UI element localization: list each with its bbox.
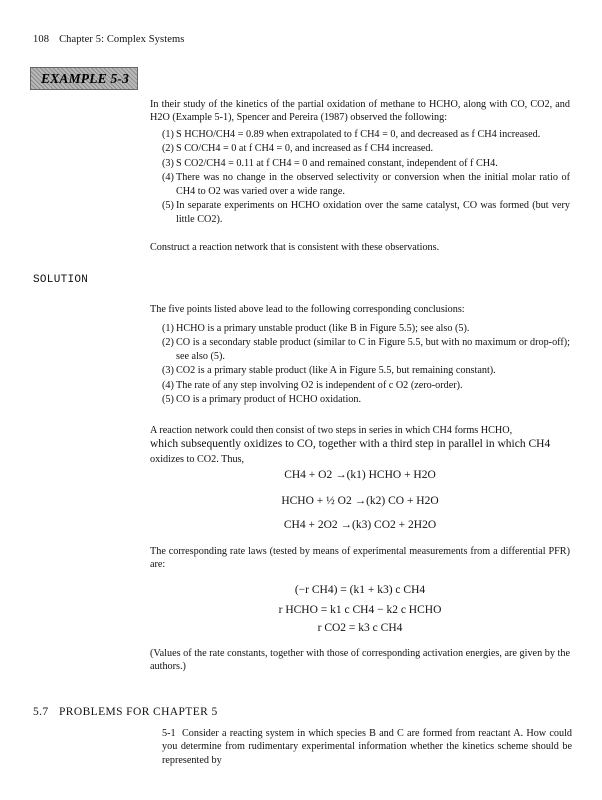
observation-number: (5) xyxy=(162,200,174,212)
observation-item xyxy=(162,199,570,226)
observation-text: S CO2/CH4 = 0.11 at f CH4 = 0 and remained constant, independent of f CH4. xyxy=(176,157,498,169)
example-intro: In their study of the kinetics of the partial oxidation of methane to HCHO, along with CO, CO2, and H2O (Example 5-1), Spencer and Pereira (1987) observed the following: xyxy=(150,99,570,124)
observation-number: (3) xyxy=(162,157,174,169)
rate-law-3: r CO2 = k3 c CH4 xyxy=(317,622,403,634)
conclusion-number: (2) xyxy=(162,337,174,349)
network-line-2: which subsequently oxidizes to CO, together with a third step in parallel in which CH4 xyxy=(150,438,551,451)
section-title: PROBLEMS FOR CHAPTER 5 xyxy=(59,706,218,718)
conclusion-number: (5) xyxy=(162,394,174,406)
observation-text: S HCHO/CH4 = 0.89 when extrapolated to f CH4 = 0, and decreased as f CH4 increased. xyxy=(176,129,541,140)
section-number: 5.7 xyxy=(33,706,49,718)
network-line-1: A reaction network could then consist of two steps in series in which CH4 forms HCHO, xyxy=(150,425,513,436)
problem-number: 5-1 xyxy=(162,728,176,739)
chapter-title: Chapter 5: Complex Systems xyxy=(59,34,185,45)
section-heading xyxy=(33,705,218,720)
conclusion-text: CO is a secondary stable product (similar to C in Figure 5.5, but with no maximum or drop-off); see also (5). xyxy=(176,337,570,362)
observation-item xyxy=(162,171,570,198)
observation-item xyxy=(162,157,570,170)
rate-law-2: r HCHO = k1 c CH4 − k2 c HCHO xyxy=(278,604,442,616)
example-label-box xyxy=(30,67,138,90)
closing-note: (Values of the rate constants, together with those of corresponding activation energies, are given by the authors.) xyxy=(150,648,570,673)
example-task: Construct a reaction network that is consistent with these observations. xyxy=(150,242,440,253)
rate-law-1: (−r CH4) = (k1 + k3) c CH4 xyxy=(294,584,426,596)
observation-text: In separate experiments on HCHO oxidation over the same catalyst, CO was formed (but very little CO2). xyxy=(176,200,570,225)
conclusion-item xyxy=(162,364,570,377)
page-number: 108 xyxy=(33,34,50,45)
conclusion-text: HCHO is a primary unstable product (like B in Figure 5.5); see also (5). xyxy=(176,323,470,334)
solution-label: SOLUTION xyxy=(33,274,89,286)
example-label: EXAMPLE 5-3 xyxy=(40,71,130,86)
problem-text: Consider a reacting system in which species B and C are formed from reactant A. How could you determine from rudimentary experimental information whether the kinetics scheme should be represented by xyxy=(162,728,572,766)
reaction-2: HCHO + ½ O2 →(k2) CO + H2O xyxy=(281,495,439,507)
conclusion-item xyxy=(162,379,570,392)
conclusion-text: The rate of any step involving O2 is independent of c O2 (zero-order). xyxy=(176,379,463,391)
observation-number: (4) xyxy=(162,172,174,184)
conclusion-text: CO is a primary product of HCHO oxidation. xyxy=(176,394,362,406)
conclusion-text: CO2 is a primary stable product (like A in Figure 5.5, but remaining constant). xyxy=(176,365,496,377)
observation-text: There was no change in the observed selectivity or conversion when the initial molar ratio of CH4 to O2 was varied over a wide range. xyxy=(176,172,570,197)
conclusions-list xyxy=(162,322,570,408)
observation-number: (2) xyxy=(162,143,174,155)
conclusion-item xyxy=(162,322,570,335)
observation-item xyxy=(162,128,570,141)
reaction-1: CH4 + O2 →(k1) HCHO + H2O xyxy=(284,469,436,481)
observation-number: (1) xyxy=(162,129,174,140)
solution-intro: The five points listed above lead to the following corresponding conclusions: xyxy=(150,304,465,315)
problem-5-1 xyxy=(162,727,572,767)
observations-list xyxy=(162,128,570,227)
conclusion-number: (1) xyxy=(162,323,174,334)
observation-text: S CO/CH4 = 0 at f CH4 = 0, and increased as f CH4 increased. xyxy=(176,143,434,155)
rate-law-intro: The corresponding rate laws (tested by means of experimental measurements from a differential PFR) are: xyxy=(150,546,570,571)
reaction-3: CH4 + 2O2 →(k3) CO2 + 2H2O xyxy=(283,519,437,531)
network-line-3: oxidizes to CO2. Thus, xyxy=(150,453,245,465)
observation-item xyxy=(162,142,570,155)
conclusion-number: (4) xyxy=(162,379,174,391)
running-header xyxy=(33,33,184,47)
conclusion-number: (3) xyxy=(162,365,174,377)
conclusion-item xyxy=(162,336,570,363)
network-paragraph xyxy=(150,424,570,466)
conclusion-item xyxy=(162,393,570,406)
